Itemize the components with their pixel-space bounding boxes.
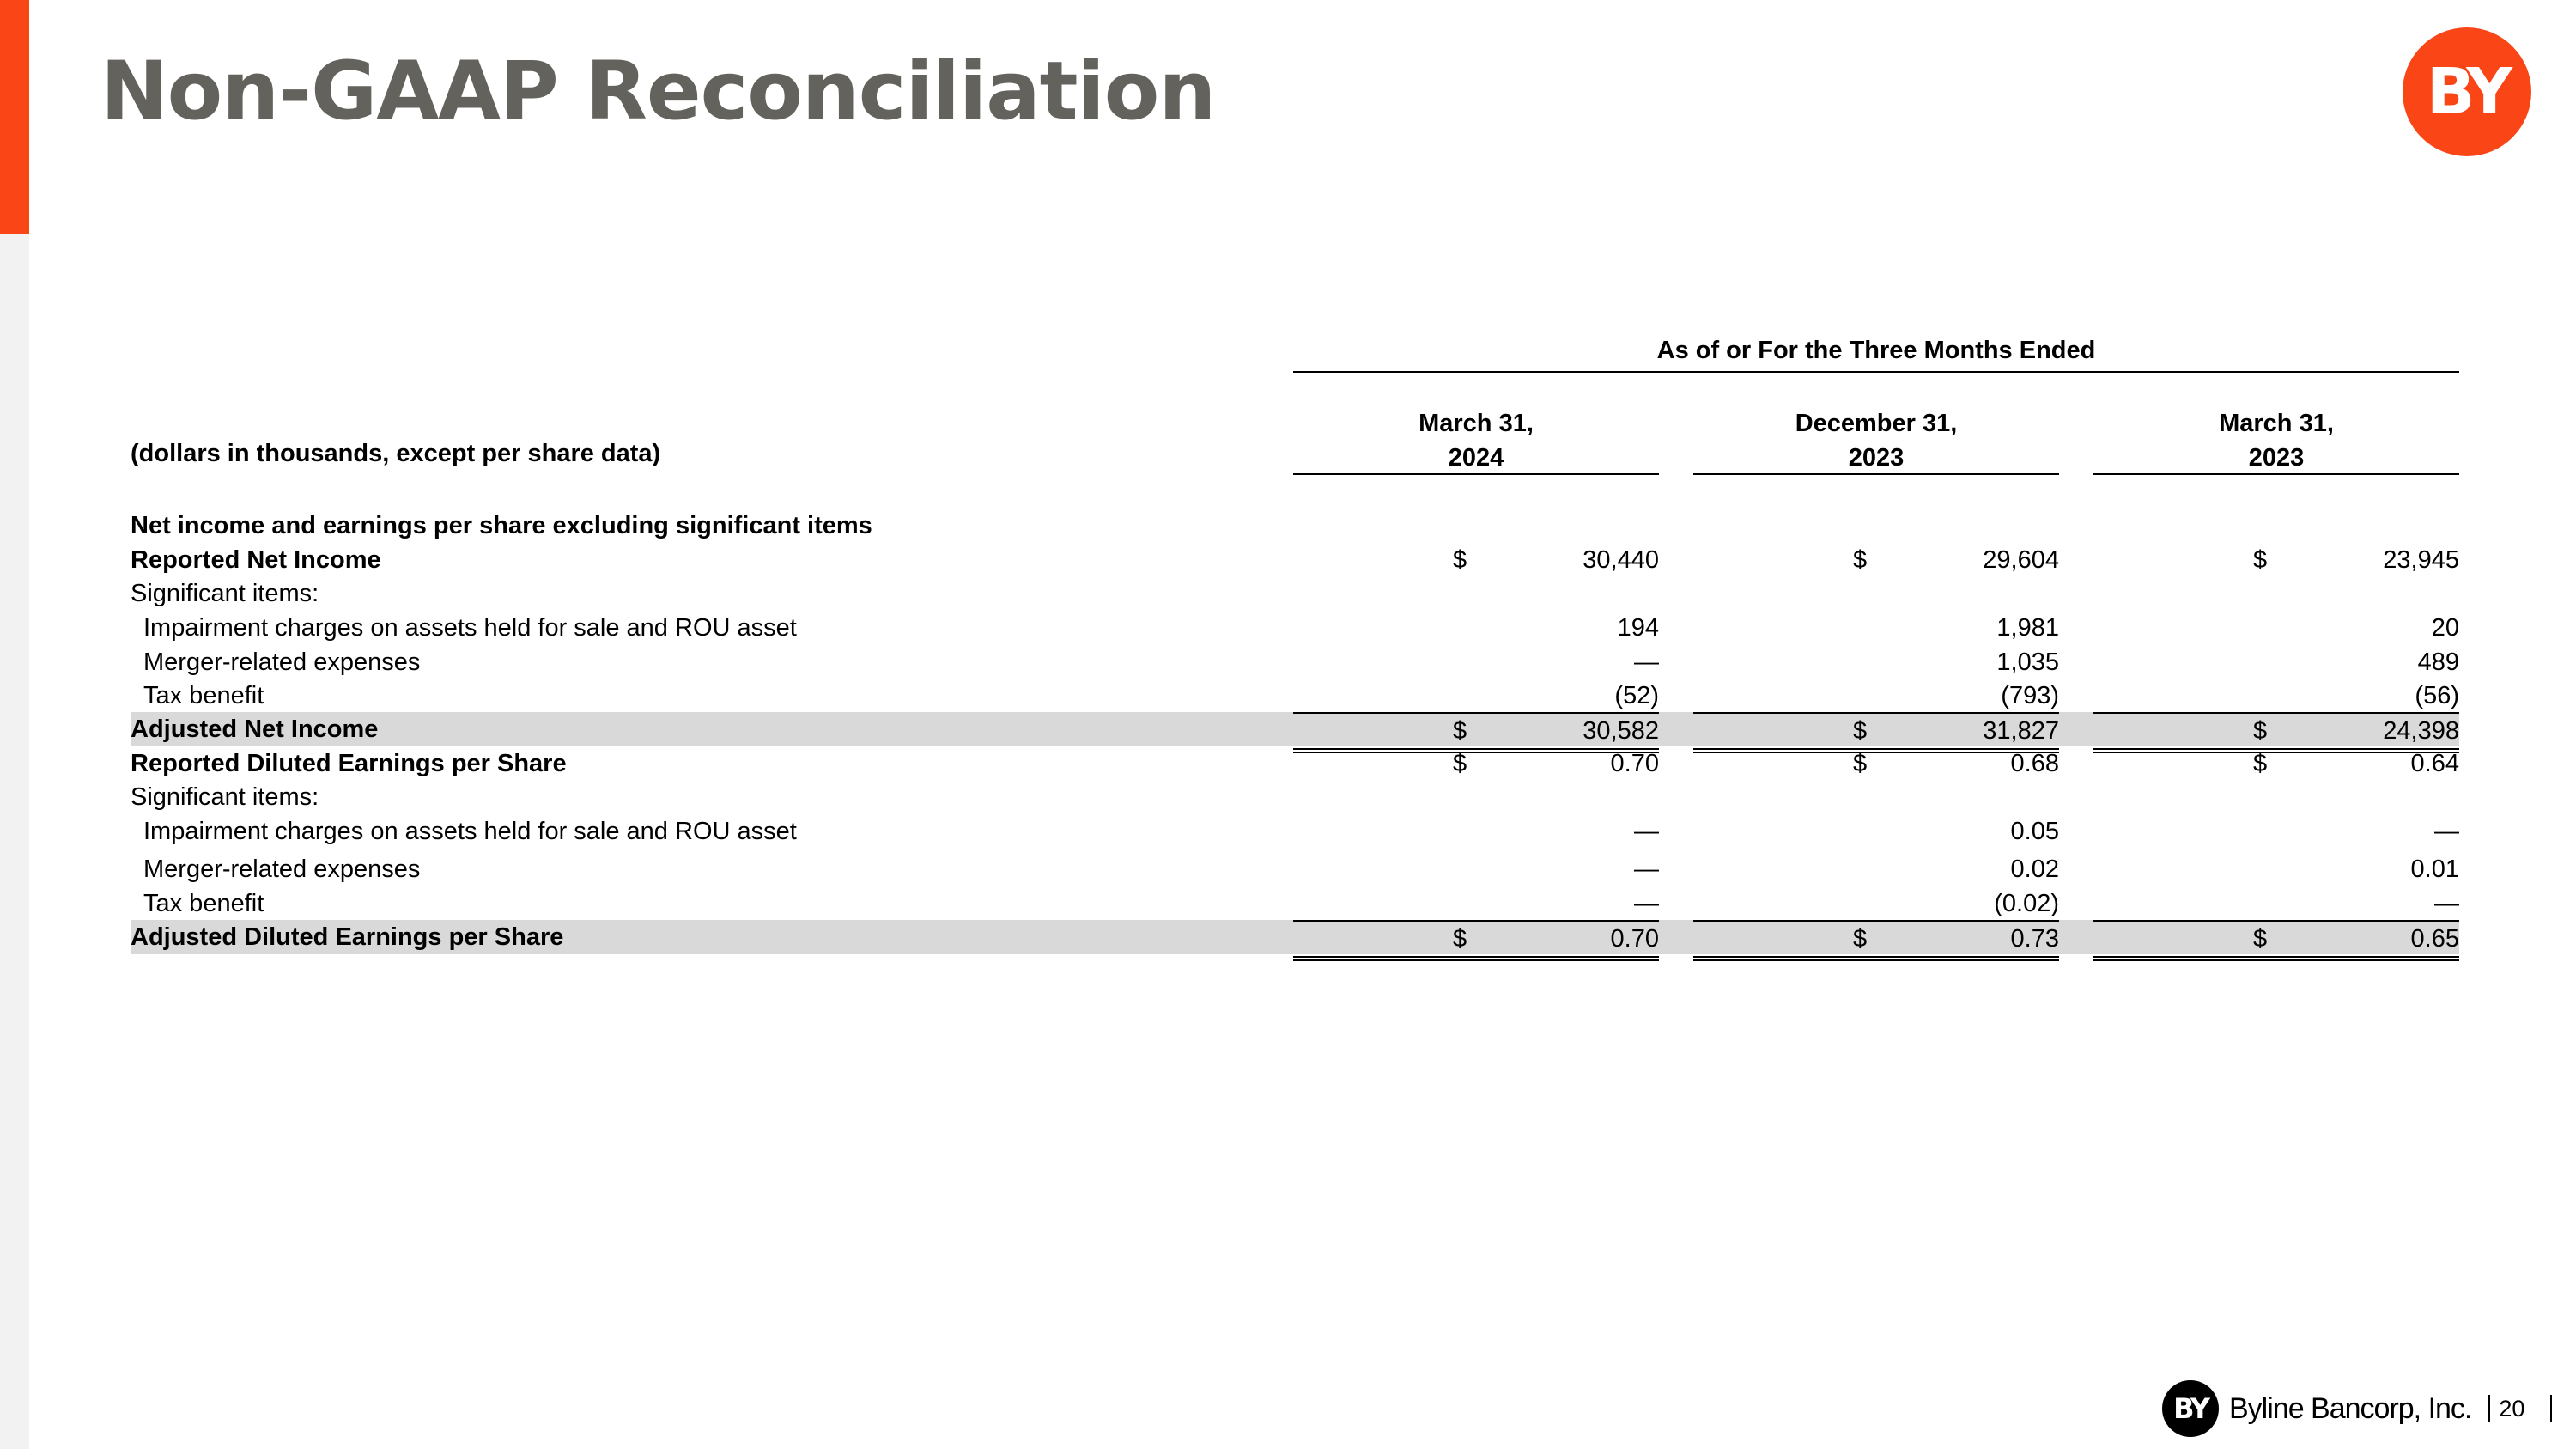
cell-value: 0.64 (2410, 750, 2459, 777)
cell-value: — (2434, 818, 2459, 845)
table-cell (2093, 645, 2459, 679)
table-row (131, 508, 2459, 543)
table-cell (1693, 611, 2059, 645)
row-label: Net income and earnings per share excluding significant items (131, 512, 872, 539)
footer-logo-text: BY (2173, 1392, 2208, 1425)
column-header-line1: March 31, (1419, 410, 1534, 437)
table-cell (2093, 852, 2459, 886)
table-cell (1293, 508, 1659, 543)
table-cell (2093, 543, 2459, 577)
table-cell (2093, 611, 2459, 645)
cell-value: (0.02) (1994, 890, 2059, 917)
table-cell (1293, 746, 1659, 781)
cell-value: 0.70 (1610, 750, 1659, 777)
row-label: Significant items: (131, 580, 319, 607)
cell-value: 0.70 (1610, 925, 1659, 953)
cell-value: 0.05 (2010, 818, 2059, 845)
cell-value: 23,945 (2383, 546, 2459, 574)
table-row (131, 814, 2459, 849)
column-group-header: As of or For the Three Months Ended (1656, 337, 2096, 364)
cell-value: 31,827 (1983, 717, 2059, 745)
table-cell (2093, 576, 2459, 611)
cell-value: 489 (2417, 648, 2459, 676)
table-cell (1293, 679, 1659, 713)
cell-value: 0.02 (2010, 855, 2059, 883)
table-row (131, 780, 2459, 814)
table-cell (1693, 886, 2059, 921)
table-cell (1293, 852, 1659, 886)
row-label: Reported Net Income (131, 546, 381, 574)
currency-symbol: $ (1853, 750, 1868, 777)
table-cell (1293, 814, 1659, 849)
row-label: Tax benefit (143, 890, 264, 917)
table-cell (1293, 611, 1659, 645)
table-row (131, 712, 2459, 746)
table-cell (1693, 814, 2059, 849)
table-row (131, 576, 2459, 611)
cell-value: 194 (1617, 614, 1659, 642)
column-header-mar-2023 (2093, 406, 2459, 475)
table-cell (2093, 746, 2459, 781)
table-row (131, 920, 2459, 954)
units-label: (dollars in thousands, except per share data) (131, 440, 661, 467)
page-number: 20 (2499, 1395, 2525, 1422)
cell-value: 29,604 (1983, 546, 2059, 574)
table-cell (1693, 746, 2059, 781)
table-cell (1693, 679, 2059, 713)
page-title: Non-GAAP Reconciliation (100, 45, 1216, 138)
row-label: Impairment charges on assets held for sale and ROU asset (143, 614, 797, 642)
column-header-dec-2023 (1693, 406, 2059, 475)
column-header-divider (1293, 473, 1659, 475)
table-cell (2093, 780, 2459, 814)
column-header-line1: December 31, (1795, 410, 1958, 437)
cell-value: — (1634, 648, 1659, 676)
cell-value: 1,035 (1996, 648, 2059, 676)
table-cell (1693, 508, 2059, 543)
currency-symbol: $ (2253, 546, 2268, 574)
cell-value: 24,398 (2383, 717, 2459, 745)
row-label: Tax benefit (143, 682, 264, 709)
cell-value: — (1634, 855, 1659, 883)
cell-value: 30,440 (1583, 546, 1659, 574)
currency-symbol: $ (1453, 925, 1467, 953)
row-label: Significant items: (131, 783, 319, 811)
table-row (131, 611, 2459, 645)
table-row (131, 543, 2459, 577)
column-header-divider (1693, 473, 2059, 475)
currency-symbol: $ (1853, 546, 1868, 574)
table-cell (1293, 645, 1659, 679)
table-cell (2093, 508, 2459, 543)
table-cell (1293, 543, 1659, 577)
currency-symbol: $ (2253, 750, 2268, 777)
table-cell (2093, 920, 2459, 961)
column-header-line2: 2024 (1448, 444, 1504, 472)
side-accent-bar (0, 0, 29, 234)
currency-symbol: $ (1453, 750, 1467, 777)
cell-value: (56) (2415, 682, 2459, 709)
table-cell (1693, 920, 2059, 961)
table-row (131, 886, 2459, 921)
page-number-divider (2550, 1395, 2552, 1422)
row-label: Reported Diluted Earnings per Share (131, 750, 567, 777)
cell-value: 0.73 (2010, 925, 2059, 953)
logo-text: BY (2427, 55, 2507, 129)
cell-value: 0.65 (2410, 925, 2459, 953)
row-label: Adjusted Net Income (131, 715, 379, 743)
cell-value: — (2434, 890, 2459, 917)
column-header-line2: 2023 (1848, 444, 1905, 472)
cell-value: — (1634, 818, 1659, 845)
row-label: Merger-related expenses (143, 648, 421, 676)
table-cell (1293, 576, 1659, 611)
byline-logo-icon (2403, 27, 2531, 156)
cell-value: 0.01 (2410, 855, 2459, 883)
column-header-line1: March 31, (2219, 410, 2334, 437)
currency-symbol: $ (1853, 717, 1868, 745)
table-row (131, 746, 2459, 781)
currency-symbol: $ (2253, 717, 2268, 745)
page-number-divider (2488, 1395, 2490, 1422)
table-cell (1693, 576, 2059, 611)
cell-value: 30,582 (1583, 717, 1659, 745)
currency-symbol: $ (1453, 546, 1467, 574)
cell-value: 20 (2431, 614, 2459, 642)
table-cell (1693, 852, 2059, 886)
table-cell (1693, 780, 2059, 814)
row-label: Impairment charges on assets held for sale and ROU asset (143, 818, 797, 845)
row-label: Adjusted Diluted Earnings per Share (131, 923, 564, 951)
column-header-divider (2093, 473, 2459, 475)
currency-symbol: $ (1453, 717, 1467, 745)
table-row (131, 852, 2459, 886)
table-cell (2093, 814, 2459, 849)
currency-symbol: $ (2253, 925, 2268, 953)
currency-symbol: $ (1853, 925, 1868, 953)
cell-value: 1,981 (1996, 614, 2059, 642)
cell-value: (793) (2001, 682, 2059, 709)
table-cell (1293, 886, 1659, 921)
footer (2162, 1379, 2552, 1439)
row-label: Merger-related expenses (143, 855, 421, 883)
table-cell (1293, 920, 1659, 961)
table-cell (2093, 679, 2459, 713)
footer-logo-icon (2162, 1380, 2219, 1437)
table-cell (1693, 645, 2059, 679)
company-name: Byline Bancorp, Inc. (2229, 1391, 2472, 1425)
table-row (131, 645, 2459, 679)
cell-value: — (1634, 890, 1659, 917)
table-row (131, 679, 2459, 713)
table-cell (1293, 780, 1659, 814)
table-cell (1693, 543, 2059, 577)
column-header-mar-2024 (1293, 406, 1659, 475)
cell-value: 0.68 (2010, 750, 2059, 777)
column-header-line2: 2023 (2248, 444, 2305, 472)
cell-value: (52) (1614, 682, 1659, 709)
table-cell (2093, 886, 2459, 921)
column-group-divider (1293, 371, 2459, 373)
